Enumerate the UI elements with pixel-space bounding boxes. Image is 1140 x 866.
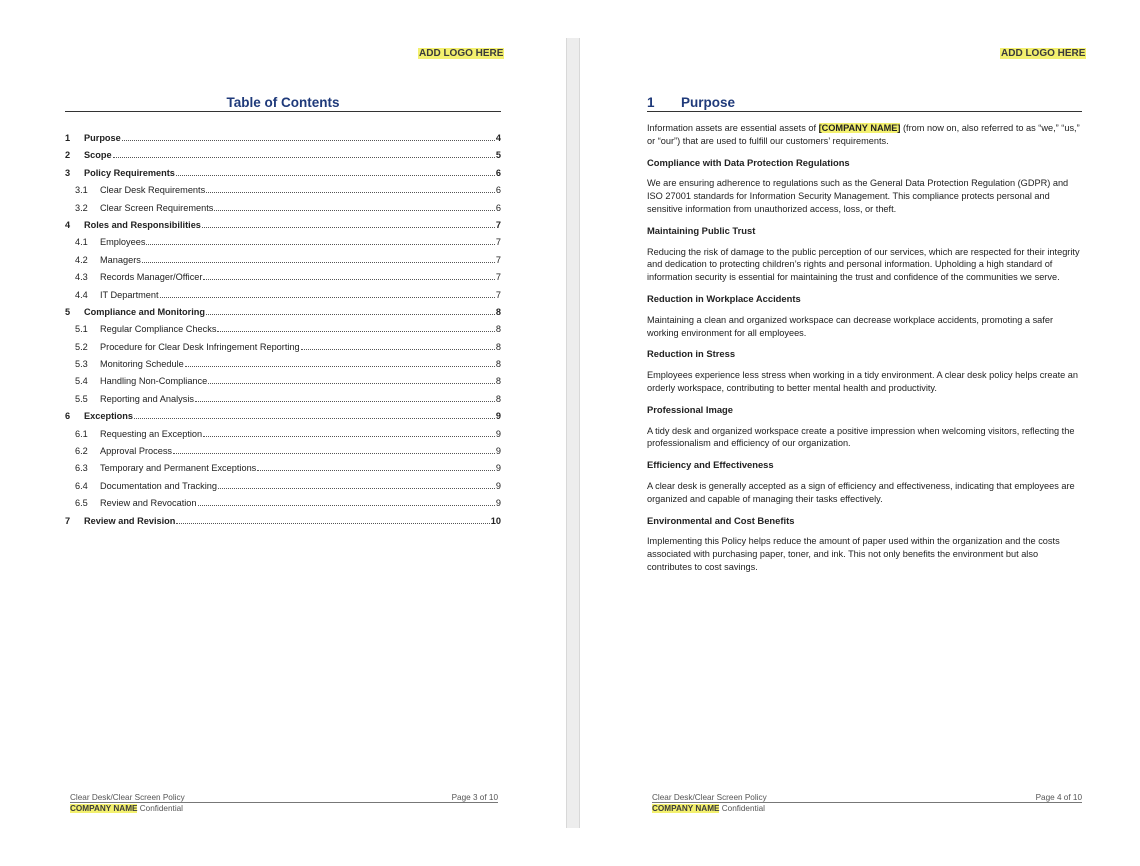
toc-entry-page: 7 [495, 289, 501, 300]
toc-entry-page: 7 [495, 272, 501, 283]
toc-entry-title: Clear Desk Requirements [100, 185, 206, 196]
toc-entry[interactable] [65, 516, 501, 533]
intro-text-cont: (from now on, also referred to as “we,” “us,” or “our”) that are used to fulfill our customers’ requirements. [647, 123, 1080, 146]
toc-entry-number: 3.2 [75, 202, 88, 213]
toc-entry-title: Temporary and Permanent Exceptions [100, 463, 257, 474]
toc-entry[interactable] [65, 290, 501, 307]
document-page-3 [0, 0, 566, 866]
toc-entry-number: 3.1 [75, 185, 88, 196]
toc-leader-dots [214, 210, 495, 211]
toc-leader-dots [146, 244, 494, 245]
toc-entry-number: 6.1 [75, 428, 88, 439]
toc-entry-number: 5.5 [75, 393, 88, 404]
footer-page-number: Page 4 of 10 [1035, 793, 1082, 802]
toc-entry[interactable] [65, 255, 501, 272]
toc-entry[interactable] [65, 498, 501, 515]
toc-entry-page: 8 [495, 393, 501, 404]
toc-entry[interactable] [65, 272, 501, 289]
toc-entry-page: 9 [495, 463, 501, 474]
logo-placeholder: ADD LOGO HERE [419, 48, 504, 59]
footer-doc-title: Clear Desk/Clear Screen Policy [652, 793, 767, 802]
toc-entry-page: 9 [495, 428, 501, 439]
subsection-paragraph: Reducing the risk of damage to the public perception of our services, which are respected for their integrity and dedication to protecting children’s rights and personal information. Upholding a high standard of information security is essential for maintaining the trust and confidence of the communities we serve. [647, 246, 1080, 283]
toc-entry-title: Approval Process [100, 446, 173, 457]
toc-entry-title: IT Department [100, 289, 159, 300]
toc-leader-dots [257, 470, 495, 471]
toc-entry-number: 6 [65, 411, 71, 422]
toc-entry-title: Reporting and Analysis [100, 393, 194, 404]
toc-entry-title: Purpose [84, 133, 121, 143]
toc-entry-page: 10 [490, 515, 501, 526]
toc-entry-page: 9 [495, 480, 501, 491]
toc-entry-number: 5 [65, 306, 71, 317]
footer-confidential: Confidential [139, 804, 184, 813]
toc-entry[interactable] [65, 446, 501, 463]
toc-leader-dots [195, 401, 495, 402]
footer-confidential: Confidential [721, 804, 766, 813]
toc-leader-dots [113, 157, 495, 158]
toc-entry[interactable] [65, 307, 501, 324]
toc-entry-page: 8 [495, 359, 501, 370]
section-heading-number: 1 [647, 95, 655, 110]
toc-entry-page: 8 [495, 306, 501, 317]
page-gutter [566, 38, 580, 828]
toc-leader-dots [206, 192, 495, 193]
subsection-paragraph: A clear desk is generally accepted as a sign of efficiency and effectiveness, indicating that employees are organized and capable of managing their tasks effectively. [647, 480, 1075, 504]
toc-entry-title: Employees [100, 237, 146, 248]
subsection-heading: Efficiency and Effectiveness [647, 459, 774, 471]
toc-entry[interactable] [65, 133, 501, 150]
intro-text: Information assets are essential assets of [647, 123, 819, 133]
toc-leader-dots [206, 314, 495, 315]
section-heading-title: Purpose [681, 95, 736, 110]
toc-leader-dots [134, 418, 495, 419]
toc-entry[interactable] [65, 429, 501, 446]
toc-entry-page: 5 [495, 150, 501, 161]
toc-entry-page: 6 [495, 202, 501, 213]
toc-entry-number: 5.4 [75, 376, 88, 387]
toc-entry[interactable] [65, 359, 501, 376]
toc-entry-title: Documentation and Tracking [100, 480, 217, 491]
subsection-heading: Compliance with Data Protection Regulations [647, 156, 850, 168]
toc-entry-title: Records Manager/Officer [100, 272, 203, 283]
toc-leader-dots [208, 383, 495, 384]
toc-entry-page: 9 [495, 498, 501, 509]
toc-entry-number: 6.2 [75, 446, 88, 457]
toc-leader-dots [142, 262, 495, 263]
section-body [647, 122, 1085, 583]
subsection-paragraph: A tidy desk and organized workspace create a positive impression when welcoming visitors, reflecting the professionalism and efficiency of our organization. [647, 425, 1075, 449]
toc-entry-number: 5.3 [75, 359, 88, 370]
toc-entry-title: Scope [84, 150, 112, 161]
toc-entry[interactable] [65, 150, 501, 167]
toc-entry[interactable] [65, 481, 501, 498]
toc-entry-page: 7 [495, 237, 501, 248]
toc-entry-title: Handling Non-Compliance [100, 376, 208, 387]
toc-leader-dots [202, 227, 495, 228]
toc-entry-title: Review and Revision [84, 515, 176, 526]
logo-placeholder: ADD LOGO HERE [1001, 48, 1086, 59]
toc-entry-page: 9 [495, 446, 501, 457]
toc-entry-page: 6 [495, 185, 501, 196]
toc-entry-page: 8 [495, 324, 501, 335]
toc-entry-number: 4.2 [75, 254, 88, 265]
subsection-heading: Reduction in Workplace Accidents [647, 292, 801, 304]
toc-leader-dots [218, 488, 495, 489]
footer-company-name: COMPANY NAME [652, 804, 720, 813]
footer-company-name: COMPANY NAME [70, 804, 138, 813]
toc-leader-dots [160, 297, 495, 298]
toc-entry-title: Review and Revocation [100, 498, 197, 509]
toc-leader-dots [203, 279, 494, 280]
toc-entry-page: 7 [495, 254, 501, 265]
toc-entry-number: 6.3 [75, 463, 88, 474]
toc-entry-number: 4.3 [75, 272, 88, 283]
subsection-heading: Professional Image [647, 403, 733, 415]
toc-entry[interactable] [65, 324, 501, 341]
toc-leader-dots [122, 140, 495, 141]
toc-entry-title: Clear Screen Requirements [100, 202, 214, 213]
toc-entry[interactable] [65, 220, 501, 237]
toc-entry-number: 6.5 [75, 498, 88, 509]
toc-leader-dots [185, 366, 495, 367]
toc-entry-title: Procedure for Clear Desk Infringement Reporting [100, 341, 300, 352]
toc-entry[interactable] [65, 394, 501, 411]
toc-entry-page: 8 [495, 376, 501, 387]
section-heading [647, 95, 1082, 112]
toc-leader-dots [203, 436, 495, 437]
toc-entry[interactable] [65, 185, 501, 202]
toc-entry-title: Compliance and Monitoring [84, 306, 205, 317]
page-footer [70, 793, 498, 813]
toc-entry-number: 6.4 [75, 480, 88, 491]
toc-entry-number: 4.1 [75, 237, 88, 248]
toc-title: Table of Contents [65, 95, 501, 112]
toc-entry-title: Roles and Responsibilities [84, 219, 201, 230]
subsection-paragraph: We are ensuring adherence to regulations such as the General Data Protection Regulation (GDPR) and ISO 27001 standards for Information Security Management. This compliance protects personal and sensitive information from unauthorized access, loss, or theft. [647, 178, 1069, 214]
toc-leader-dots [176, 175, 495, 176]
toc-entry[interactable] [65, 411, 501, 428]
subsection-paragraph: Implementing this Policy helps reduce the amount of paper used within the organization and the costs associated with purchasing paper, toner, and ink. This not only benefits the environment but also contributes to cost savings. [647, 536, 1060, 572]
footer-page-number: Page 3 of 10 [451, 793, 498, 802]
subsection-paragraph: Maintaining a clean and organized workspace can decrease workplace accidents, promoting a safer working environment for all employees. [647, 314, 1054, 338]
page-footer [652, 793, 1082, 813]
toc-entry-page: 7 [495, 219, 501, 230]
toc-entry-title: Exceptions [84, 411, 134, 422]
toc-entry-page: 4 [495, 133, 501, 143]
toc-entry-title: Policy Requirements [84, 167, 175, 178]
toc-leader-dots [301, 349, 495, 350]
toc-entry[interactable] [65, 237, 501, 254]
toc-entry[interactable] [65, 168, 501, 185]
toc-entry-page: 8 [495, 341, 501, 352]
toc-entry-number: 7 [65, 515, 71, 526]
subsection-heading: Maintaining Public Trust [647, 224, 756, 236]
document-page-4 [580, 0, 1140, 866]
toc-entry[interactable] [65, 203, 501, 220]
toc-entry[interactable] [65, 342, 501, 359]
toc-leader-dots [198, 505, 495, 506]
footer-doc-title: Clear Desk/Clear Screen Policy [70, 793, 185, 802]
toc-entry-title: Requesting an Exception [100, 428, 203, 439]
toc-entry[interactable] [65, 376, 501, 393]
table-of-contents [65, 133, 501, 533]
toc-entry[interactable] [65, 463, 501, 480]
subsection-heading: Reduction in Stress [647, 348, 736, 360]
toc-entry-number: 2 [65, 150, 71, 161]
toc-leader-dots [176, 523, 489, 524]
company-name-placeholder: [COMPANY NAME] [818, 123, 901, 133]
toc-leader-dots [173, 453, 495, 454]
subsection-heading: Environmental and Cost Benefits [647, 514, 795, 526]
toc-entry-title: Managers [100, 254, 141, 265]
subsection-paragraph: Employees experience less stress when working in a tidy environment. A clear desk policy helps create an orderly workspace, contributing to better mental health and productivity. [647, 370, 1079, 393]
toc-entry-number: 5.1 [75, 324, 88, 335]
toc-entry-number: 4.4 [75, 289, 88, 300]
toc-entry-number: 4 [65, 219, 71, 230]
toc-entry-title: Monitoring Schedule [100, 359, 184, 370]
toc-leader-dots [217, 331, 494, 332]
toc-entry-number: 3 [65, 167, 71, 178]
toc-entry-page: 6 [495, 167, 501, 178]
toc-entry-number: 1 [65, 133, 71, 143]
intro-paragraph [647, 122, 1085, 148]
toc-entry-number: 5.2 [75, 341, 88, 352]
toc-entry-title: Regular Compliance Checks [100, 324, 217, 335]
toc-entry-page: 9 [495, 411, 501, 422]
